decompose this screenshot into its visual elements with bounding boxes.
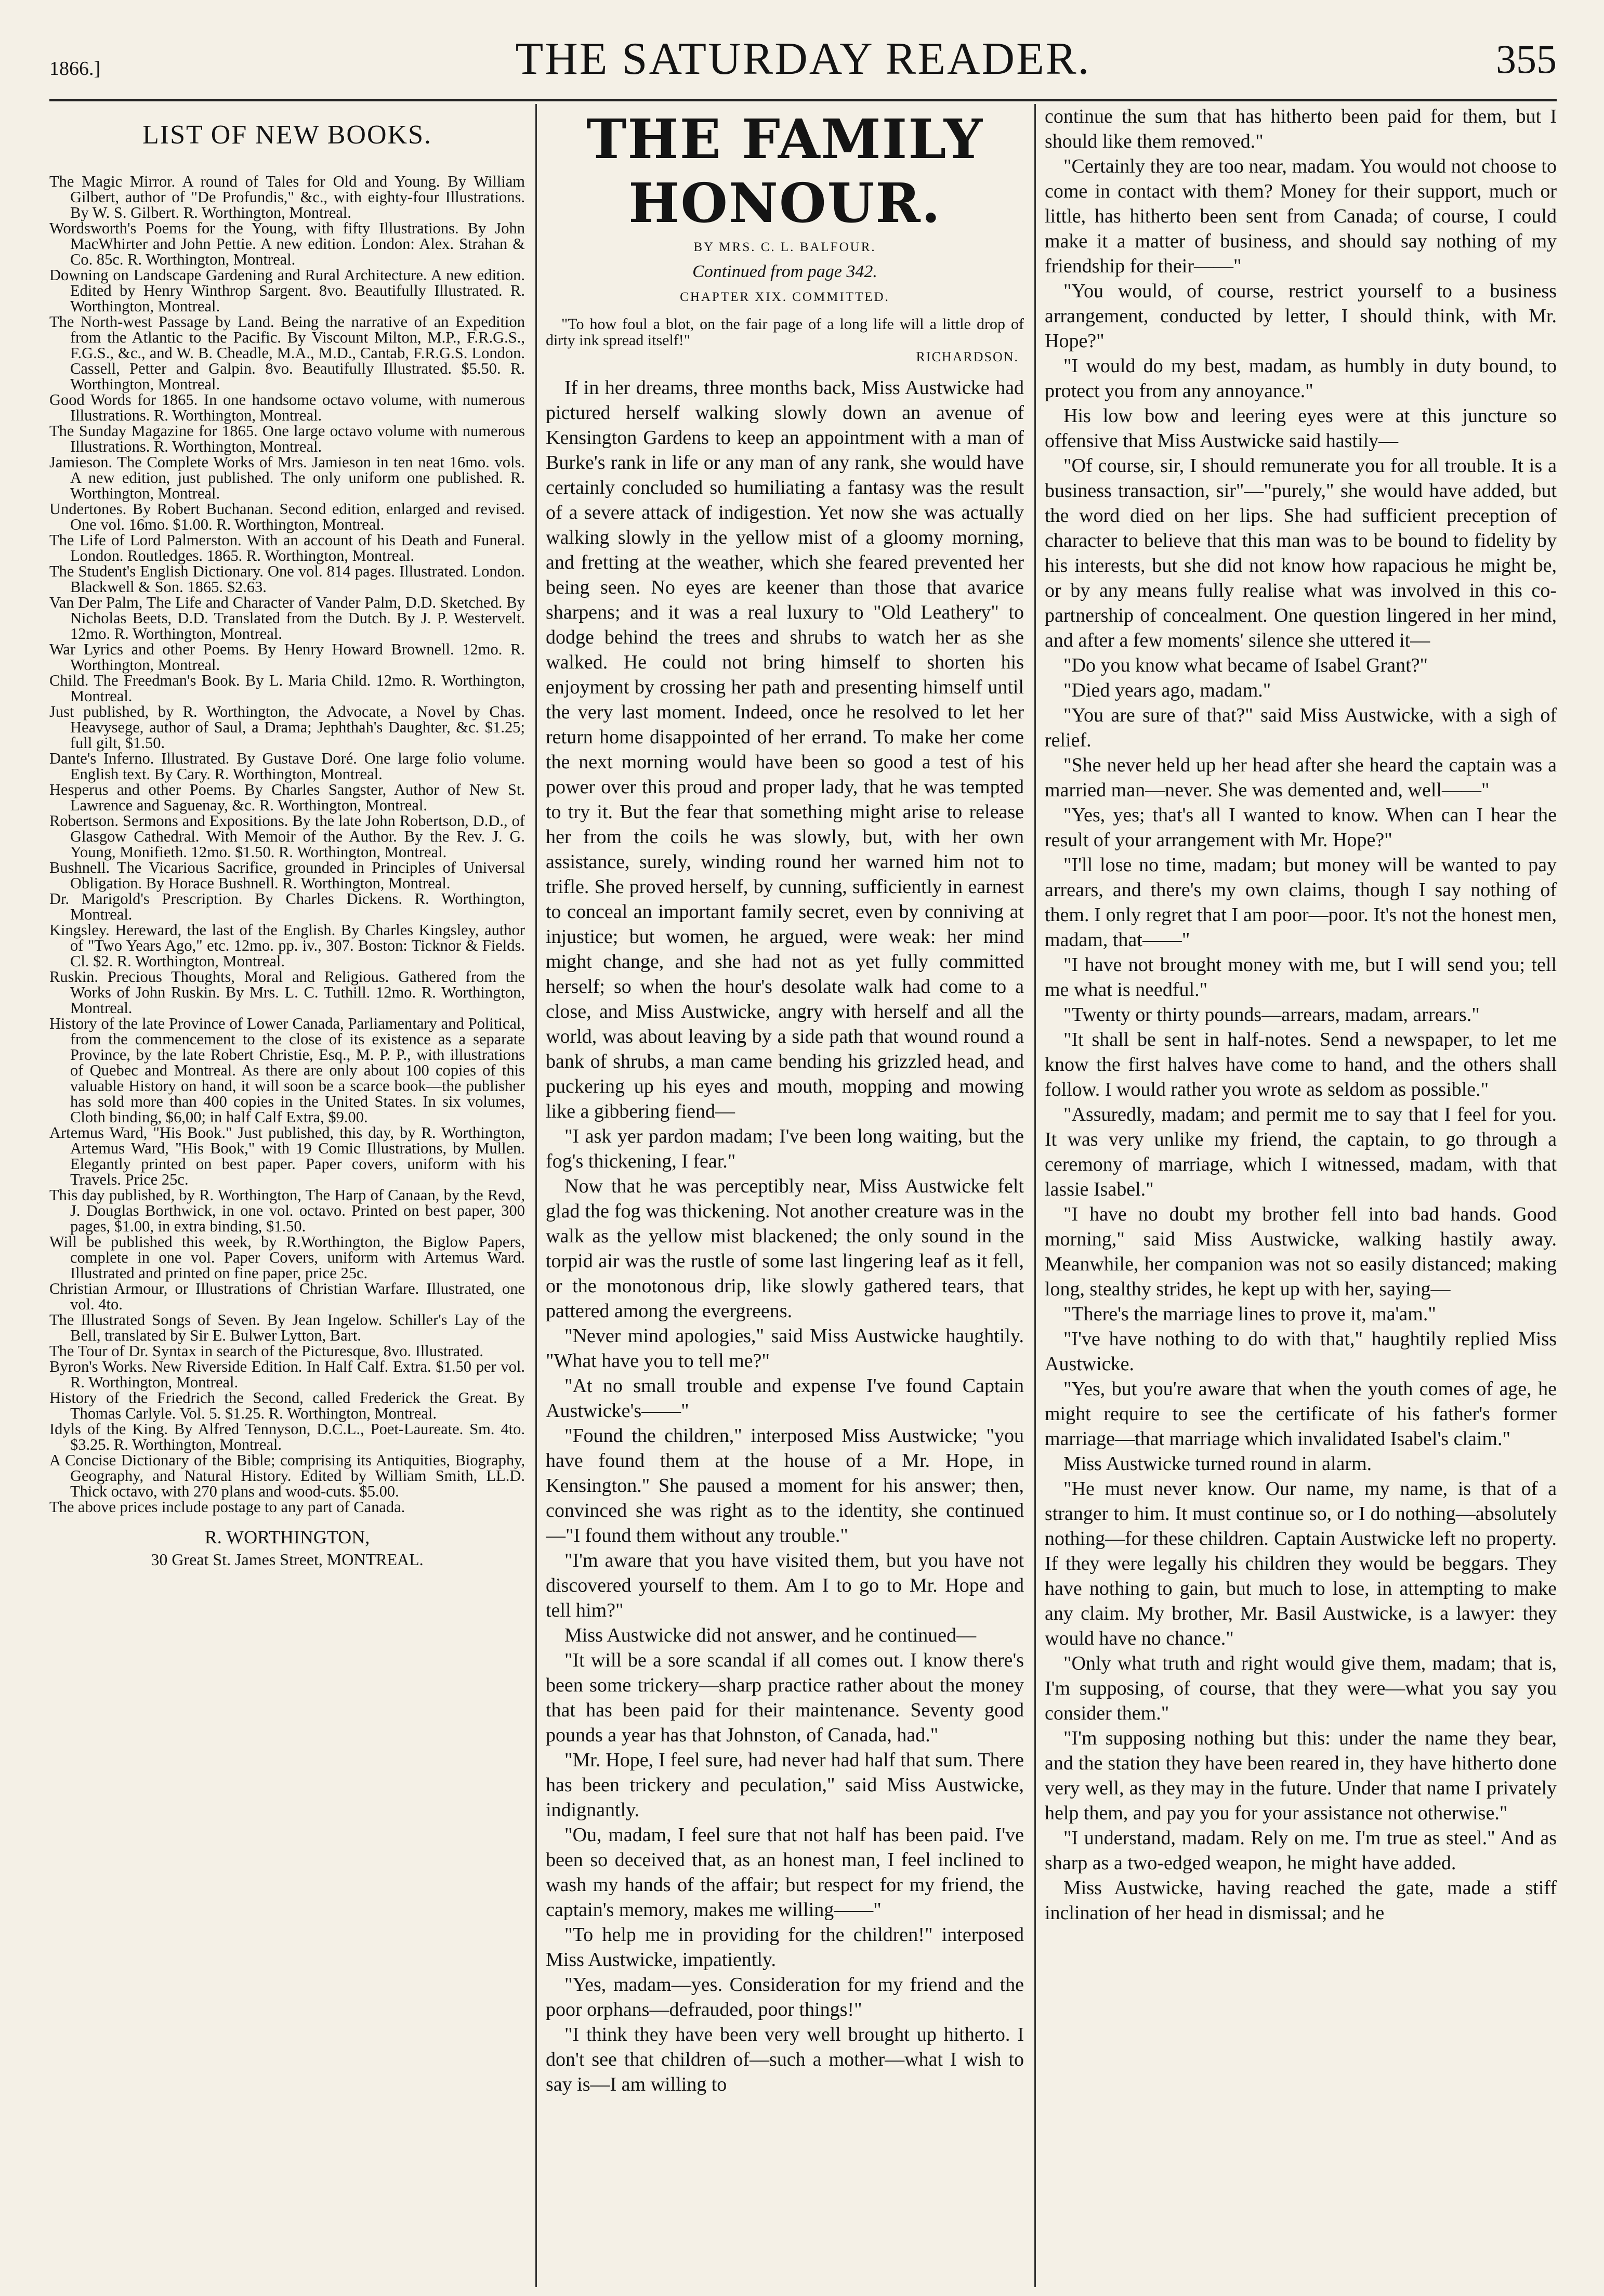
story-body-col2	[546, 375, 1024, 2097]
newspaper-title: THE SATURDAY READER.	[515, 34, 1091, 84]
book-list	[49, 174, 525, 1515]
book-entry: War Lyrics and other Poems. By Henry Howard Brownell. 12mo. R. Worthington, Montreal.	[49, 640, 525, 674]
story-paragraph: "Certainly they are too near, madam. You would not choose to come in contact with them? Money for their support, much or little, has hitherto been sent from Canada; of course, I could make it a matter of business, and should say nothing of my friendship for their——"	[1045, 155, 1557, 277]
book-entry: Will be published this week, by R.Worthington, the Biglow Papers, complete in one vol. Paper Covers, uniform with Artemus Ward. Illustrated and printed on fine paper, price 25c.	[49, 1233, 525, 1282]
book-entry: Bushnell. The Vicarious Sacrifice, grounded in Principles of Universal Obligation. By Horace Bushnell. R. Worthington, Montreal.	[49, 859, 525, 892]
book-entry: Dr. Marigold's Prescription. By Charles Dickens. R. Worthington, Montreal.	[49, 890, 525, 923]
book-entry: The Sunday Magazine for 1865. One large octavo volume with numerous Illustrations. R. Worthington, Montreal.	[49, 422, 525, 455]
story-paragraph: "She never held up her head after she heard the captain was a married man—never. She was demented and, well——"	[1045, 754, 1557, 801]
story-paragraph: "Do you know what became of Isabel Grant?"	[1063, 654, 1428, 676]
chapter-heading: CHAPTER XIX. COMMITTED.	[680, 290, 890, 304]
book-entry: The Tour of Dr. Syntax in search of the Picturesque, 8vo. Illustrated.	[49, 1342, 484, 1360]
signature-address: 30 Great St. James Street, MONTREAL.	[151, 1550, 424, 1569]
book-entry: Child. The Freedman's Book. By L. Maria Child. 12mo. R. Worthington, Montreal.	[49, 672, 525, 705]
story-paragraph: "I'm supposing nothing but this: under the name they bear, and the station they have been reared in, they have hitherto done very well, as they may in the future. Under that name I privately help them, and pay you for your assistance not otherwise."	[1045, 1727, 1557, 1824]
book-entry: Just published, by R. Worthington, the Advocate, a Novel by Chas. Heavysege, author of Saul, a Drama; Jephthah's Daughter, &c. $1.25; full gilt, $1.50.	[49, 703, 525, 752]
continued-note: Continued from page 342.	[692, 262, 877, 281]
book-entry: Idyls of the King. By Alfred Tennyson, D.C.L., Poet-Laureate. Sm. 4to. $3.25. R. Worthington, Montreal.	[49, 1420, 525, 1453]
story-paragraph: "There's the marriage lines to prove it, ma'am."	[1063, 1303, 1436, 1325]
book-entry: Byron's Works. New Riverside Edition. In Half Calf. Extra. $1.50 per vol. R. Worthington, Montreal.	[49, 1358, 525, 1391]
story-body-col3	[1045, 104, 1557, 1925]
book-entry: Christian Armour, or Illustrations of Christian Warfare. Illustrated, one vol. 4to.	[49, 1280, 525, 1313]
story-paragraph: His low bow and leering eyes were at this juncture so offensive that Miss Austwicke said hastily—	[1045, 405, 1557, 452]
story-paragraph: "I have not brought money with me, but I will send you; tell me what is needful."	[1045, 954, 1557, 1001]
story-paragraph: "Found the children," interposed Miss Austwicke; "you have found them at the house of a Mr. Hope, in Kensington." She paused a moment for his answer; then, convinced she was right as to the identity, she continued—"I found them without any trouble."	[546, 1425, 1024, 1546]
book-entry: A Concise Dictionary of the Bible; comprising its Antiquities, Biography, Geography, and Natural History. Edited by William Smith, LL.D. Thick octavo, with 270 plans and wood-cuts. $5.00.	[49, 1451, 525, 1500]
story-paragraph: "I think they have been very well brought up hitherto. I don't see that children of—such a mother—what I wish to say is—I am willing to	[546, 2024, 1024, 2095]
story-paragraph: "You are sure of that?" said Miss Austwicke, with a sigh of relief.	[1045, 704, 1557, 751]
book-entry: History of the late Province of Lower Canada, Parliamentary and Political, from the commencement to the close of its existence as a separate Province, by the late Robert Christie, Esq., M. P. P., with illustrations of Quebec and Montreal. As there are only about 100 copies of this valuable History on hand, it will soon be a scarce book—the publisher has sold more than 400 copies in the United States. In six volumes, Cloth binding, $6,00; in half Calf Extra, $9.00.	[49, 1015, 525, 1126]
book-entry: Van Der Palm, The Life and Character of Vander Palm, D.D. Sketched. By Nicholas Beets, D.D. Translated from the Dutch. By J. P. Westervelt. 12mo. R. Worthington, Montreal.	[49, 594, 525, 642]
story-paragraph: Miss Austwicke, having reached the gate, made a stiff inclination of her head in dismissal; and he	[1045, 1877, 1557, 1924]
story-paragraph: "You would, of course, restrict yourself to a business arrangement, conducted by letter, I should think, with Mr. Hope?"	[1045, 280, 1557, 352]
book-entry: This day published, by R. Worthington, The Harp of Canaan, by the Revd, J. Douglas Borthwick, in one vol. octavo. Printed on best paper, 300 pages, $1.00, in extra binding, $1.50.	[49, 1186, 525, 1235]
story-paragraph: "Of course, sir, I should remunerate you for all trouble. It is a business transaction, sir"—"purely," she would have added, but the word died on her lips. She had sufficient preception of character to believe that this man was to be bound to fidelity by his interests, but she did not know how rapacious he might be, or by any means fully realise what was involved in this co-partnership of concealment. One question lingered in her mind, and after a few moments' silence she uttered it—	[1045, 455, 1557, 651]
books-heading: LIST OF NEW BOOKS.	[142, 120, 432, 150]
story-byline: BY MRS. C. L. BALFOUR.	[693, 240, 876, 254]
book-entry: Good Words for 1865. In one handsome octavo volume, with numerous Illustrations. R. Worthington, Montreal.	[49, 391, 525, 424]
book-entry: Jamieson. The Complete Works of Mrs. Jamieson in ten neat 16mo. vols. A new edition, just published. The only uniform one published. R. Worthington, Montreal.	[49, 453, 525, 502]
story-paragraph: "I would do my best, madam, as humbly in duty bound, to protect you from any annoyance."	[1045, 355, 1557, 402]
story-paragraph: If in her dreams, three months back, Miss Austwicke had pictured herself walking slowly down an avenue of Kensington Gardens to keep an appointment with a man of Burke's rank in life or any man of any rank, she would have certainly concluded so humiliating a fantasy was the result of a severe attack of indigestion. Yet now she was actually walking slowly in the yellow mist of a gloomy morning, and fretting at the weather, which she feared prevented her being seen. No eyes are keener than those that avarice sharpens; and it was a real luxury to "Old Leathery" to dodge behind the trees and shrubs to watch her as she walked. He could not bring himself to shorten his enjoyment by crossing her path and presenting himself until the very last moment. Indeed, once he resolved to let her return home disappointed of her errand. To make her come the next morning would have been so good a test of his power over this proud and proper lady, that he was tempted to try it. But the fear that something might arise to release her from the coils he was slowly, but, with her own assistance, surely, winding round her warned him not to trifle. She proved herself, by cunning, sufficiently in earnest to conceal an important family secret, even by conniving at injustice; but women, he argued, were weak: her mind might change, and she had not as yet fully committed herself; so when the hour's desolate walk had come to a close, and Miss Austwicke, angry with herself and all the world, was about leaving by a side path that wound round a bank of shrubs, a man came bending his grizzled head, and puckering up his eyes and mouth, mopping and mowing like a gibbering fiend—	[546, 377, 1024, 1122]
column-story-continued	[1045, 104, 1557, 2261]
story-paragraph: "Yes, madam—yes. Consideration for my friend and the poor orphans—defrauded, poor things!"	[546, 1974, 1024, 2021]
story-paragraph: "Died years ago, madam."	[1063, 679, 1271, 701]
story-paragraph: "I've have nothing to do with that," haughtily replied Miss Austwicke.	[1045, 1328, 1557, 1375]
masthead-rule	[49, 99, 1557, 101]
masthead	[49, 29, 1557, 96]
book-entry: The Life of Lord Palmerston. With an account of his Death and Funeral. London. Routledges. 1865. R. Worthington, Montreal.	[49, 531, 525, 565]
story-paragraph: "I have no doubt my brother fell into bad hands. Good morning," said Miss Austwicke, walking hastily away. Meanwhile, her companion was not so easily distanced; making long, stealthy strides, he kept up with her, saying—	[1045, 1203, 1557, 1300]
story-paragraph: "I understand, madam. Rely on me. I'm true as steel." And as sharp as a two-edged weapon, he might have added.	[1045, 1827, 1557, 1874]
signature-name: R. WORTHINGTON,	[204, 1527, 370, 1547]
issue-date: 1866.]	[49, 58, 101, 80]
story-paragraph: Miss Austwicke did not answer, and he continued—	[564, 1624, 977, 1646]
story-paragraph: "To help me in providing for the children!" interposed Miss Austwicke, impatiently.	[546, 1924, 1024, 1971]
book-entry: Downing on Landscape Gardening and Rural Architecture. A new edition. Edited by Henry Winthrop Sargent. 8vo. Beautifully Illustrated. R. Worthington, Montreal.	[49, 266, 525, 315]
story-paragraph: "It will be a sore scandal if all comes out. I know there's been some trickery—sharp practice rather about the money that has been paid for their maintenance. Seventy good pounds a year has that Johnston, of Canada, had."	[546, 1649, 1024, 1746]
book-entry: Ruskin. Precious Thoughts, Moral and Religious. Gathered from the Works of John Ruskin. By Mrs. L. C. Tuthill. 12mo. R. Worthington, Montreal.	[49, 968, 525, 1017]
book-entry: History of the Friedrich the Second, called Frederick the Great. By Thomas Carlyle. Vol. 5. $1.25. R. Worthington, Montreal.	[49, 1389, 525, 1422]
book-entry: Robertson. Sermons and Expositions. By the late John Robertson, D.D., of Glasgow Cathedral. With Memoir of the Author. By the Rev. J. G. Young, Monifieth. 12mo. $1.50. R. Worthington, Montreal.	[49, 812, 525, 861]
story-paragraph: "I ask yer pardon madam; I've been long waiting, but the fog's thickening, I fear."	[546, 1125, 1024, 1172]
epigraph-source: RICHARDSON.	[916, 349, 1019, 364]
epigraph: "To how foul a blot, on the fair page of a long life will a little drop of dirty ink spread itself!"	[546, 316, 1024, 349]
page-number: 355	[1496, 36, 1557, 82]
story-paragraph: "Yes, but you're aware that when the youth comes of age, he might require to see the certificate of his father's former marriage—that marriage which invalidated Isabel's claim."	[1045, 1378, 1557, 1450]
story-paragraph: "At no small trouble and expense I've found Captain Austwicke's——"	[546, 1375, 1024, 1422]
story-paragraph: "He must never know. Our name, my name, is that of a stranger to him. It must continue so, or I do nothing—absolutely nothing—for these children. Captain Austwicke left no property. If they were legally his children they would be beggars. They have nothing to gain, but much to lose, in attempting to make any claim. My brother, Mr. Basil Austwicke, is a lawyer: they would have no chance."	[1045, 1478, 1557, 1649]
book-entry: The Illustrated Songs of Seven. By Jean Ingelow. Schiller's Lay of the Bell, translated by Sir E. Bulwer Lytton, Bart.	[49, 1311, 525, 1344]
story-paragraph: "Only what truth and right would give them, madam; that is, I'm supposing, of course, that they were—what you say you consider them."	[1045, 1652, 1557, 1724]
book-entry: The Magic Mirror. A round of Tales for Old and Young. By William Gilbert, author of "De Profundis," &c., with eighty-four Illustrations. By W. S. Gilbert. R. Worthington, Montreal.	[49, 173, 525, 221]
book-entry: The North-west Passage by Land. Being the narrative of an Expedition from the Atlantic to the Pacific. By Viscount Milton, M.P., F.R.G.S., F.G.S., &c., and W. B. Cheadle, M.A., M.D., Cantab, F.R.G.S. London. Cassell, Petter and Galpin. 8vo. Beautifully Illustrated. $5.50. R. Worthington, Montreal.	[49, 313, 525, 393]
book-entry: Dante's Inferno. Illustrated. By Gustave Doré. One large folio volume. English text. By Cary. R. Worthington, Montreal.	[49, 750, 525, 783]
story-paragraph: Now that he was perceptibly near, Miss Austwicke felt glad the fog was thickening. Not another creature was in the walk as the yellow mist blackened; the only sound in the torpid air was the rustle of some last lingering leaf as it fell, or the monotonous drip, like slowly gathered tears, that pattered among the evergreens.	[546, 1175, 1024, 1322]
story-paragraph: "Mr. Hope, I feel sure, had never had half that sum. There has been trickery and peculation," said Miss Austwicke, indignantly.	[546, 1749, 1024, 1821]
story-paragraph: "Assuredly, madam; and permit me to say that I feel for you. It was very unlike my friend, the captain, to go through a ceremony of marriage, which I witnessed, madam, with that lassie Isabel."	[1045, 1104, 1557, 1200]
book-entry: The Student's English Dictionary. One vol. 814 pages. Illustrated. London. Blackwell & Son. 1865. $2.63.	[49, 562, 525, 596]
book-entry: Hesperus and other Poems. By Charles Sangster, Author of New St. Lawrence and Saguenay, &c. R. Worthington, Montreal.	[49, 781, 525, 814]
story-paragraph: "Never mind apologies," said Miss Austwicke haughtily. "What have you to tell me?"	[546, 1325, 1024, 1372]
story-paragraph: "Twenty or thirty pounds—arrears, madam, arrears."	[1063, 1004, 1480, 1026]
column-divider-2	[1034, 104, 1036, 2287]
story-paragraph: "Ou, madam, I feel sure that not half has been paid. I've been so deceived that, as an honest man, I feel inclined to wash my hands of the affair; but respect for my friend, the captain's memory, makes me willing——"	[546, 1824, 1024, 1921]
story-title: THE FAMILY HONOUR.	[586, 107, 984, 235]
book-entry: Artemus Ward, "His Book." Just published, this day, by R. Worthington, Artemus Ward, "His Book," with 19 Comic Illustrations, by Mullen. Elegantly printed on best paper. Paper covers, uniform with his Travels. Price 25c.	[49, 1124, 525, 1188]
story-paragraph: continue the sum that has hitherto been paid for them, but I should like them removed."	[1045, 106, 1557, 152]
story-paragraph: "Yes, yes; that's all I wanted to know. When can I hear the result of your arrangement with Mr. Hope?"	[1045, 804, 1557, 851]
story-paragraph: "It shall be sent in half-notes. Send a newspaper, to let me know the first halves have come to hand, and the others shall follow. I would rather you wrote as seldom as possible."	[1045, 1029, 1557, 1100]
book-entry: Undertones. By Robert Buchanan. Second edition, enlarged and revised. One vol. 16mo. $1.00. R. Worthington, Montreal.	[49, 500, 525, 533]
book-entry: Kingsley. Hereward, the last of the English. By Charles Kingsley, author of "Two Years Ago," etc. 12mo. pp. iv., 307. Boston: Ticknor & Fields. Cl. $2. R. Worthington, Montreal.	[49, 921, 525, 970]
column-divider-1	[535, 104, 537, 2287]
story-paragraph: "I'll lose no time, madam; but money will be wanted to pay arrears, and there's my own claims, though I say nothing of them. I only regret that I am poor—poor. It's not the honest men, madam, that——"	[1045, 854, 1557, 951]
story-paragraph: "I'm aware that you have visited them, but you have not discovered yourself to them. Am I to go to Mr. Hope and tell him?"	[546, 1550, 1024, 1621]
book-entry: The above prices include postage to any part of Canada.	[49, 1498, 405, 1516]
book-entry: Wordsworth's Poems for the Young, with fifty Illustrations. By John MacWhirter and John Pettie. A new edition. London: Alex. Strahan & Co. 85c. R. Worthington, Montreal.	[49, 219, 525, 268]
story-paragraph: Miss Austwicke turned round in alarm.	[1063, 1453, 1372, 1475]
column-new-books	[49, 104, 525, 2261]
column-story-start	[546, 104, 1024, 2261]
